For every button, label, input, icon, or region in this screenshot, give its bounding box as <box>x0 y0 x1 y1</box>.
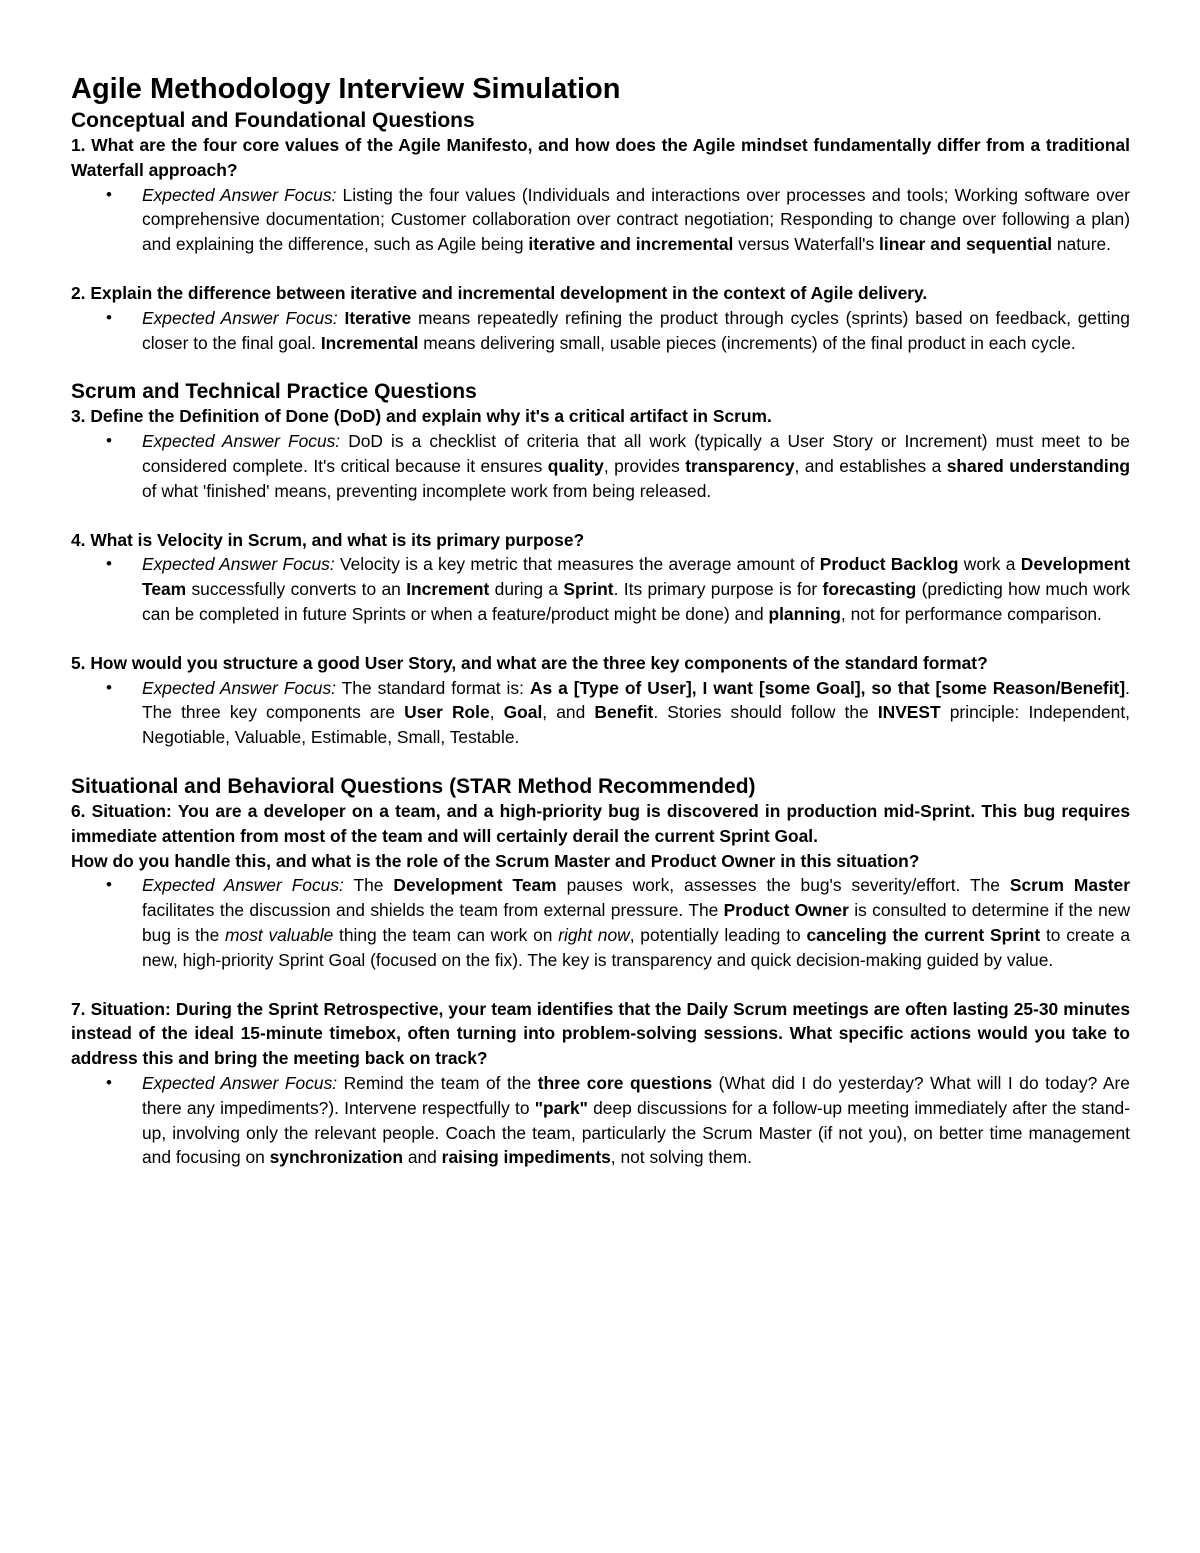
answer-label: Expected Answer Focus: <box>142 1072 338 1093</box>
bullet-icon: • <box>106 431 112 451</box>
section-heading-situational: Situational and Behavioral Questions (STAR Method Recommended) <box>71 774 756 798</box>
emphasis-bold: iterative and incremental <box>528 234 734 255</box>
emphasis-bold: shared understanding <box>946 455 1130 476</box>
emphasis-italic: right now <box>558 924 630 945</box>
bullet-icon: • <box>106 554 112 574</box>
emphasis-bold: forecasting <box>822 579 917 600</box>
answer-focus: • Expected Answer Focus: DoD is a checklist of criteria that all work (typically a User Story or Increment) must meet to be considered complete. It's critical because it ensures quality, provides transparency, and establishes a shared understanding of what 'finished' means, preventing incomplete work from being released. <box>106 431 1130 501</box>
emphasis-bold: canceling the current Sprint <box>806 924 1041 945</box>
answer-label: Expected Answer Focus: <box>142 677 337 698</box>
question-7: 7. Situation: During the Sprint Retrospective, your team identifies that the Daily Scrum meetings are often lasting 25-30 minutes instead of the ideal 15-minute timebox, often turning into problem-solving sessions. What specific actions would you take to address this and bring the meeting back on track? <box>71 998 1130 1069</box>
bullet-icon: • <box>106 677 112 697</box>
document-title: Agile Methodology Interview Simulation <box>71 73 621 105</box>
emphasis-bold: Product Backlog <box>819 554 959 575</box>
emphasis-bold: synchronization <box>269 1147 403 1168</box>
answer-label: Expected Answer Focus: <box>142 875 344 896</box>
document-page <box>71 70 1130 1170</box>
section-heading-scrum: Scrum and Technical Practice Questions <box>71 380 477 404</box>
emphasis-bold: Product Owner <box>723 900 849 921</box>
bullet-icon: • <box>106 1072 112 1092</box>
bullet-icon: • <box>106 184 112 204</box>
answer-label: Expected Answer Focus: <box>142 431 341 452</box>
emphasis-bold: User Role <box>404 702 490 723</box>
emphasis-bold: Sprint <box>563 579 614 600</box>
emphasis-bold: Scrum Master <box>1009 875 1130 896</box>
answer-focus: • Expected Answer Focus: Listing the four values (Individuals and interactions over processes and tools; Working software over comprehensive documentation; Customer collaboration over contract negotiation; Responding to change over following a plan) and explaining the difference, such as Agile being iterative and incremental versus Waterfall's linear and sequential nature. <box>106 184 1130 255</box>
answer-label: Expected Answer Focus: <box>142 307 338 328</box>
emphasis-bold: INVEST <box>877 702 941 723</box>
emphasis-bold: three core questions <box>537 1072 713 1093</box>
emphasis-bold: quality <box>547 455 604 476</box>
emphasis-bold: Increment <box>406 579 490 600</box>
emphasis-bold: Iterative <box>344 307 412 328</box>
emphasis-bold: transparency <box>685 455 795 476</box>
answer-label: Expected Answer Focus: <box>142 184 337 205</box>
emphasis-bold: As a [Type of User], I want [some Goal], so that [some Reason/Benefit] <box>529 677 1126 698</box>
answer-focus: • Expected Answer Focus: Remind the team of the three core questions (What did I do yesterday? What will I do today? Are there any impediments?). Intervene respectfully to "park" deep discussions for a follow-up meeting immediately after the stand-up, involving only the relevant people. Coach the team, particularly the Scrum Master (if not you), on better time management and focusing on synchronization and raising impediments, not solving them. <box>106 1072 1130 1168</box>
emphasis-bold: Incremental <box>320 332 419 353</box>
question-4: 4. What is Velocity in Scrum, and what is its primary purpose? <box>71 529 585 550</box>
answer-focus: • Expected Answer Focus: Iterative means repeatedly refining the product through cycles (sprints) based on feedback, getting closer to the final goal. Incremental means delivering small, usable pieces (increments) of the final product in each cycle. <box>106 307 1130 353</box>
question-5: 5. How would you structure a good User Story, and what are the three key components of the standard format? <box>71 652 988 673</box>
emphasis-bold: Development Team <box>393 875 557 896</box>
question-2: 2. Explain the difference between iterative and incremental development in the context of Agile delivery. <box>71 282 928 303</box>
emphasis-italic: most valuable <box>225 924 334 945</box>
answer-focus: • Expected Answer Focus: Velocity is a key metric that measures the average amount of Product Backlog work a Development Team successfully converts to an Increment during a Sprint. Its primary purpose is for forecasting (predicting how much work can be completed in future Sprints or when a feature/product might be done) and planning, not for performance comparison. <box>106 554 1130 624</box>
question-3: 3. Define the Definition of Done (DoD) and explain why it's a critical artifact in Scrum. <box>71 406 772 427</box>
answer-focus: • Expected Answer Focus: The Development Team pauses work, assesses the bug's severity/effort. The Scrum Master facilitates the discussion and shields the team from external pressure. The Product Owner is consulted to determine if the new bug is the most valuable thing the team can work on right now, potentially leading to canceling the current Sprint to create a new, high-priority Sprint Goal (focused on the fix). The key is transparency and quick decision-making guided by value. <box>106 875 1131 970</box>
answer-label: Expected Answer Focus: <box>142 554 335 575</box>
bullet-icon: • <box>106 307 112 327</box>
emphasis-bold: planning <box>768 603 841 624</box>
emphasis-bold: raising impediments <box>441 1147 611 1168</box>
question-6: 6. Situation: You are a developer on a team, and a high-priority bug is discovered in production mid-Sprint. This bug requires immediate attention from most of the team and will certainly derail the current Sprint Goal. <box>71 800 1130 846</box>
section-heading-conceptual: Conceptual and Foundational Questions <box>71 109 475 132</box>
question-6-followup: How do you handle this, and what is the role of the Scrum Master and Product Owner in this situation? <box>71 850 920 871</box>
emphasis-bold: Benefit <box>594 702 654 723</box>
bullet-icon: • <box>106 875 112 895</box>
emphasis-bold: "park" <box>534 1097 588 1118</box>
answer-focus: • Expected Answer Focus: The standard format is: As a [Type of User], I want [some Goal], so that [some Reason/Benefit]. The three key components are User Role, Goal, and Benefit. Stories should follow the INVEST principle: Independent, Negotiable, Valuable, Estimable, Small, Testable. <box>106 677 1131 748</box>
emphasis-bold: Development Team <box>142 554 1130 600</box>
emphasis-bold: Goal <box>503 702 543 723</box>
question-1: 1. What are the four core values of the Agile Manifesto, and how does the Agile mindset fundamentally differ from a traditional Waterfall approach? <box>71 135 1130 180</box>
emphasis-bold: linear and sequential <box>879 234 1053 255</box>
